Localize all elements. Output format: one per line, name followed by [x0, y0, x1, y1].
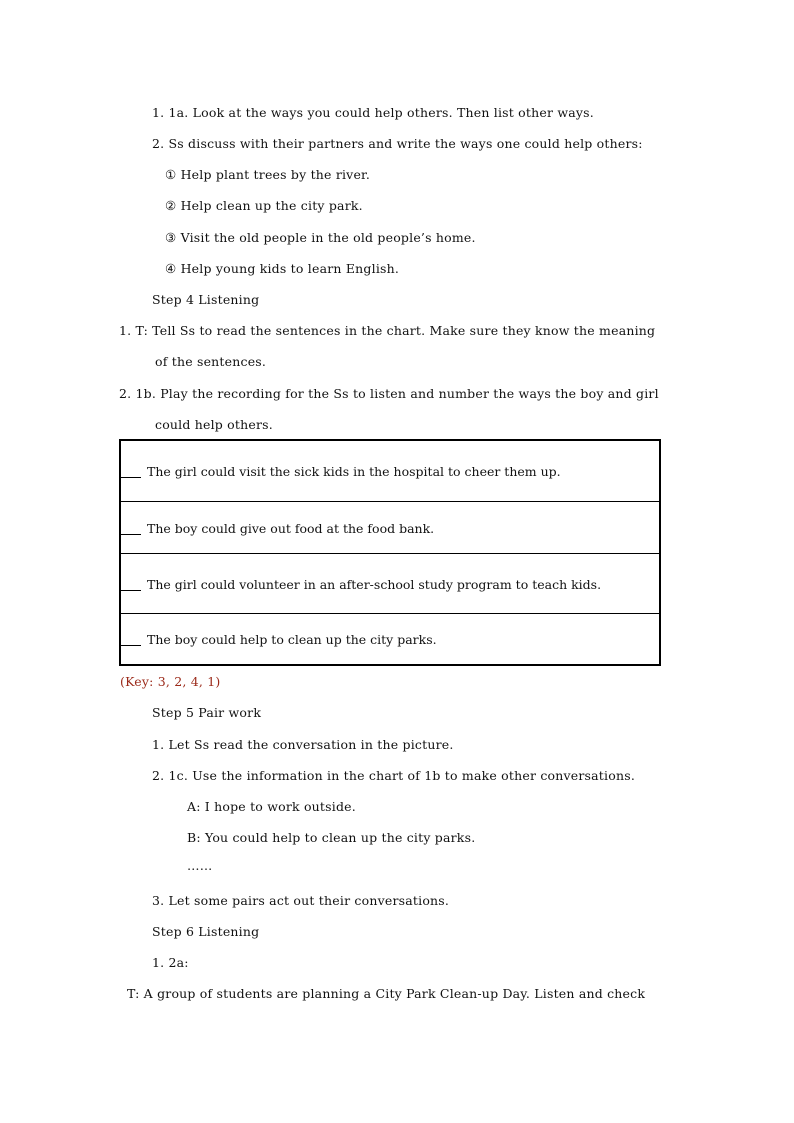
- way-item: ② Help clean up the city park.: [165, 198, 363, 213]
- table-row: [120, 440, 660, 502]
- chart-sentence: The boy could help to clean up the city parks.: [147, 632, 437, 647]
- instruction-discuss: 2. Ss discuss with their partners and write the ways one could help others:: [152, 136, 643, 151]
- step5-heading: Step 5 Pair work: [152, 705, 262, 720]
- step5-item3: 3. Let some pairs act out their conversations.: [152, 893, 450, 908]
- way-item: ④ Help young kids to learn English.: [165, 261, 400, 276]
- dialogue-line-a: A: I hope to work outside.: [187, 799, 356, 814]
- step5-item1: 1. Let Ss read the conversation in the picture.: [152, 737, 454, 752]
- step4-heading: Step 4 Listening: [152, 292, 260, 307]
- chart-sentence: The girl could visit the sick kids in the hospital to cheer them up.: [147, 464, 561, 479]
- step4-item1: 1. T: Tell Ss to read the sentences in the chart. Make sure they know the meaning: [119, 323, 656, 338]
- step4-item2-cont: could help others.: [155, 417, 273, 432]
- table-row: [120, 554, 660, 614]
- step5-item2: 2. 1c. Use the information in the chart of 1b to make other conversations.: [152, 768, 635, 783]
- answer-blank[interactable]: [121, 631, 141, 646]
- answer-key: (Key: 3, 2, 4, 1): [120, 674, 221, 689]
- teacher-instruction: T: A group of students are planning a City Park Clean-up Day. Listen and check: [127, 986, 646, 1001]
- way-item: ① Help plant trees by the river.: [165, 167, 371, 182]
- step6-item1: 1. 2a:: [152, 955, 189, 970]
- table-row: [120, 614, 660, 666]
- dialogue-line-b: B: You could help to clean up the city parks.: [187, 830, 476, 845]
- step6-heading: Step 6 Listening: [152, 924, 260, 939]
- step4-item2: 2. 1b. Play the recording for the Ss to listen and number the ways the boy and girl: [119, 386, 659, 401]
- listening-chart: [119, 439, 661, 666]
- answer-blank[interactable]: [121, 576, 141, 591]
- step4-item1-cont: of the sentences.: [155, 354, 267, 369]
- instruction-1a: 1. 1a. Look at the ways you could help others. Then list other ways.: [152, 105, 594, 120]
- answer-blank[interactable]: [121, 463, 141, 478]
- table-row: [120, 502, 660, 554]
- chart-sentence: The boy could give out food at the food bank.: [147, 520, 435, 536]
- way-item: ③ Visit the old people in the old people’s home.: [165, 230, 476, 245]
- dialogue-ellipsis: ……: [187, 858, 213, 873]
- chart-sentence: The girl could volunteer in an after-school study program to teach kids.: [147, 576, 602, 592]
- answer-blank[interactable]: [121, 520, 141, 535]
